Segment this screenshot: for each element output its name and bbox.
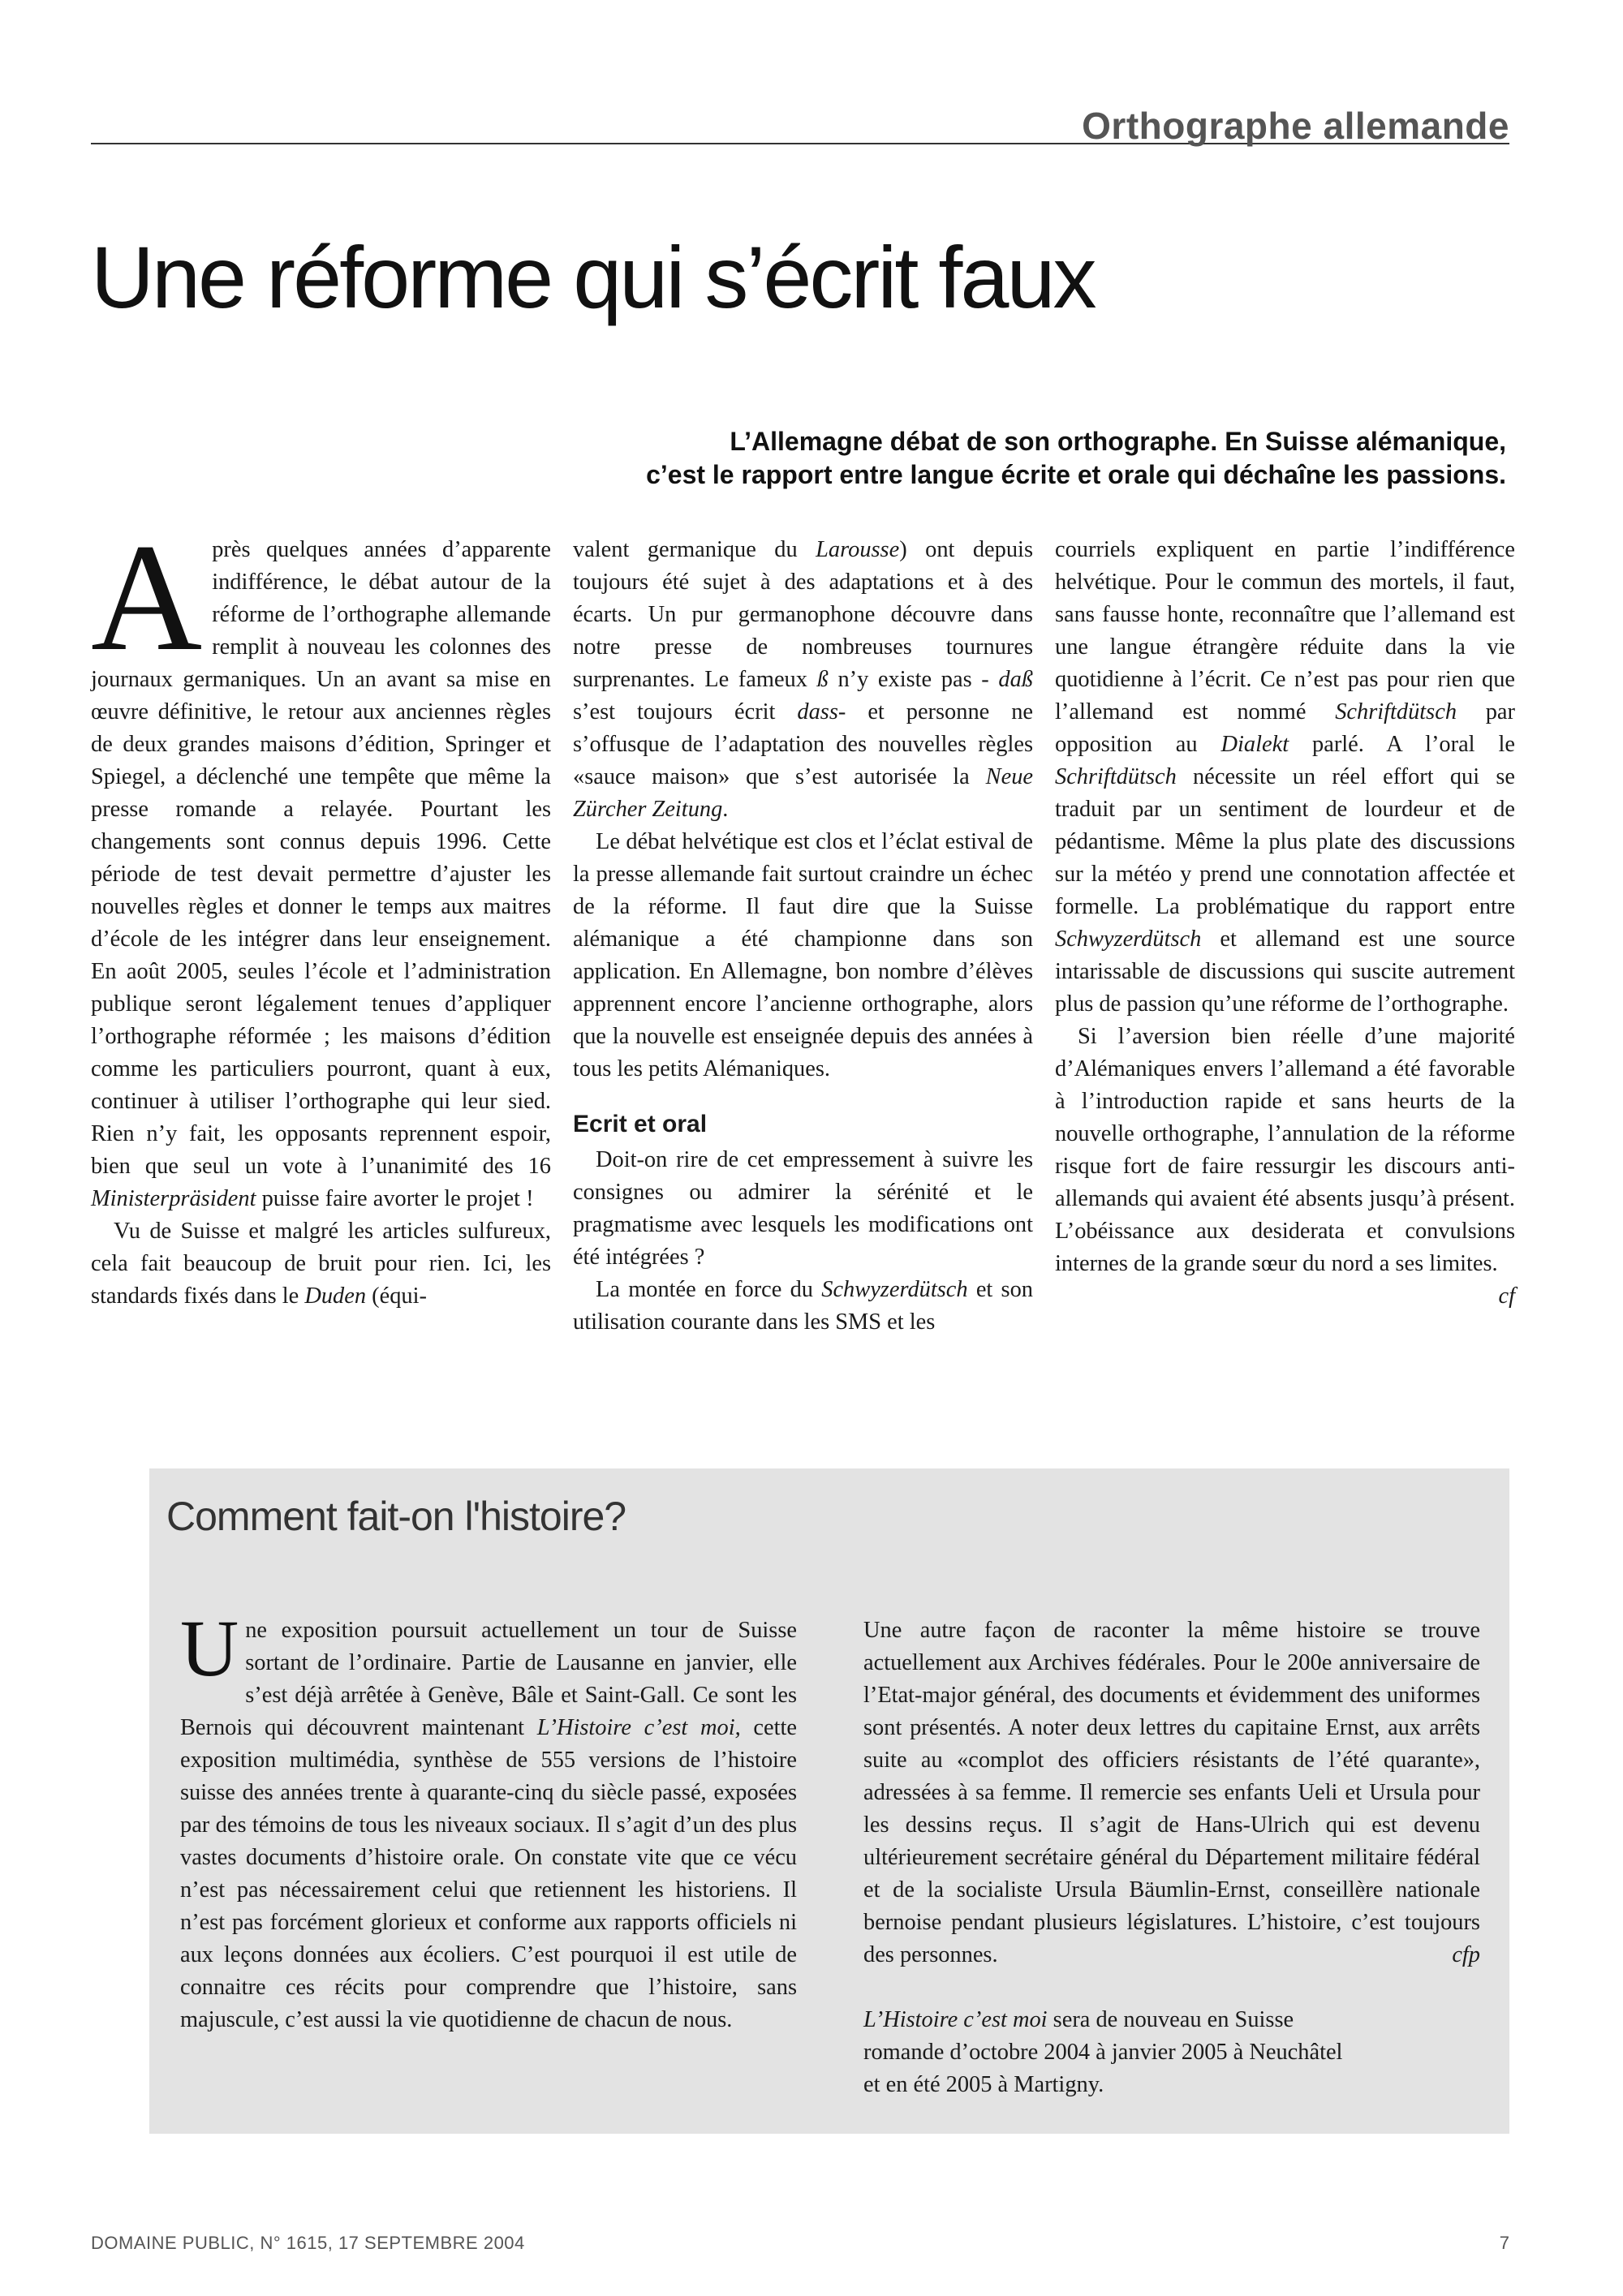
emphasis: Schriftdütsch [1335,699,1457,724]
section-rubric: Orthographe allemande [1082,105,1509,147]
box-column-1 [180,1603,798,2036]
exhibition-note [863,2004,1480,2101]
column-3-paragraph-2 [1055,1021,1515,1309]
text-run: sera de nouveau en Suisse [1047,2007,1294,2032]
text-run: n’y existe pas - [828,667,999,692]
text-run: s’est toujours écrit [573,699,798,724]
box-title: Comment fait-on l'histoire? [166,1494,626,1539]
text-run: courriels expliquent en partie l’indifférence helvétique. Pour le commun des mortels, il faut, sans fausse honte, reconnaître que l’allemand est une langue étrangère réduite dans la vie quotidienne à l’écrit. Ce n’est pas pour rien que l’allemand est nommé [1055,537,1515,724]
emphasis: L’Histoire c’est moi [863,2007,1048,2032]
article-column-3 [1055,534,1515,1313]
text-run: romande d’octobre 2004 à janvier 2005 à Neuchâtel [863,2040,1343,2065]
column-2-paragraph-2: Le débat helvétique est clos et l’éclat estival de la presse allemande fait surtout craindre un échec de la réforme. Il faut dire que la Suisse alémanique a été championne dans son application. En Allemagne, bon nombre d’élèves apprennent encore l’ancienne orthographe, alors que la nouvelle est enseignée depuis des années à tous les petits Alémaniques. [573,829,1033,1081]
column-2-paragraph-4 [573,1274,1033,1339]
footer-publication: DOMAINE PUBLIC, N° 1615, 17 SEPTEMBRE 2004 [91,2233,525,2253]
emphasis: Neue Zürcher Zeitung [573,764,1033,822]
column-3-paragraph-1 [1055,534,1515,1021]
lead-line-1: L’Allemagne débat de son orthographe. En Suisse alémanique, [730,427,1506,456]
text-run: et son utilisation courante dans les SMS et les [573,1277,1033,1335]
article-title: Une réforme qui s’écrit faux [91,228,1095,326]
column-2-paragraph-1 [573,534,1033,826]
text-run: La montée en force du [596,1277,822,1302]
article-column-1 [91,513,551,1313]
emphasis: Schriftdütsch [1055,764,1177,789]
text-run: et en été 2005 à Martigny. [863,2072,1104,2097]
article-lead [208,425,1506,492]
emphasis: L’Histoire c’est moi, [536,1715,741,1740]
box-column-2 [863,1615,1480,2101]
text-run: . [722,797,729,822]
text-run: Si l’aversion bien réelle d’une majorité d’Alémaniques envers l’allemand a été favorable à l’introduction rapide et sans heurts de la nouvelle orthographe, l’annulation de la réforme risque fort de faire ressurgir les discours anti-allemands qui avaient été absents jusqu’à présent. L’obéissance aux desiderata et convulsions internes de la grande sœur du nord a ses limites. [1055,1024,1515,1276]
text-run: puisse faire avorter le projet ! [256,1186,534,1211]
emphasis: Dialekt [1220,732,1289,757]
emphasis: Larousse [816,537,900,562]
column-2-paragraph-3: Doit-on rire de cet empressement à suivre les consignes ou admirer la sérénité et le pragmatisme avec lesquels les modifications ont été intégrées ? [573,1147,1033,1270]
column-1-paragraph-1 [91,513,551,1215]
emphasis: ß [816,667,829,692]
emphasis: Schwyzerdütsch [821,1277,968,1302]
box-paragraph-1 [180,1603,798,2036]
text-run: Vu de Suisse et malgré les articles sulfureux, cela fait beaucoup de bruit pour rien. Ici, les standards fixés dans le [91,1219,551,1309]
emphasis: Schwyzerdütsch [1055,927,1202,952]
text-run: nécessite un réel effort qui se traduit par un sentiment de lourdeur et de pédantisme. Même la plus plate des discussions sur la météo y prend une connotation affectée et formelle. La problématique du rapport entre [1055,764,1515,919]
emphasis: Ministerpräsident [91,1186,256,1211]
text-run: Une autre façon de raconter la même histoire se trouve actuellement aux Archives fédérales. Pour le 200e anniversaire de l’Etat-major général, des documents et évidemment des uniformes sont présentés. A noter deux lettres du capitaine Ernst, aux arrêts suite au «complot des officiers résistants de l’été quarante», adressées à sa femme. Il remercie ses enfants Ueli et Ursula pour les dessins reçus. Il s’agit de Hans-Ulrich qui est devenu ultérieurement secrétaire général du Département militaire fédéral et de la socialiste Ursula Bäumlin-Ernst, conseillère nationale bernoise pendant plusieurs législatures. L’histoire, c’est toujours des personnes. [863,1618,1480,1967]
emphasis: Duden [304,1283,367,1309]
drop-cap: A [91,513,203,683]
text-run: ) ont depuis toujours été sujet à des adaptations et à des écarts. Un pur germanophone découvre dans notre presse de nombreuses tournures surprenantes. Le fameux [573,537,1033,692]
text-run: et allemand est une source intarissable de discussions qui suscite autrement plus de passion qu’une réforme de l’orthographe. [1055,927,1515,1017]
column-1-paragraph-2 [91,1215,551,1313]
text-run: par opposition au [1055,699,1515,757]
lead-line-2: c’est le rapport entre langue écrite et orale qui déchaîne les passions. [646,460,1506,489]
text-run: - et personne ne s’offusque de l’adaptation des nouvelles règles «sauce maison» que s’est autorisée la [573,699,1033,789]
drop-cap: U [180,1603,239,1693]
box-paragraph-2 [863,1615,1480,1971]
text-run: près quelques années d’apparente indifférence, le débat autour de la réforme de l’orthographe allemande remplit à nouveau les colonnes des journaux germaniques. Un an avant sa mise en œuvre définitive, le retour aux anciennes règles de deux grandes maisons d’édition, Springer et Spiegel, a déclenché une tempête que même la presse romande a relayée. Pourtant les changements sont connus depuis 1996. Cette période de test devait permettre d’ajuster les nouvelles règles et donner le temps aux maitres d’école de les intégrer dans leur enseignement. En août 2005, seules l’école et l’administration publique seront légalement tenues d’appliquer l’orthographe réformée ; les maisons d’édition comme les particuliers pourront, quant à eux, continuer à utiliser l’orthographe qui leur sied. Rien n’y fait, les opposants reprennent espoir, bien que seul un vote à l’unanimité des 16 [91,537,551,1179]
emphasis: dass [797,699,838,724]
box-signature: cfp [1452,1942,1480,1967]
text-run: cette exposition multimédia, synthèse de 555 versions de l’histoire suisse des années trente à quarante-cinq du siècle passé, exposées par des témoins de tous les niveaux sociaux. Il s’agit d’un des plus vastes documents d’histoire orale. On constate vite que ce vécu n’est pas nécessairement celui que retiennent les historiens. Il n’est pas forcément glorieux et conforme aux rapports officiels ni aux leçons données aux écoliers. C’est pourquoi il est utile de connaitre ces récits pour comprendre que l’histoire, sans majuscule, c’est aussi la vie quotidienne de chacun de nous. [180,1715,798,2032]
emphasis: daß [998,667,1033,692]
subheading: Ecrit et oral [573,1111,708,1137]
text-run: valent germanique du [573,537,816,562]
article-column-2 [573,534,1033,1339]
text-run: ne exposition poursuit actuellement un tour de Suisse sortant de l’ordinaire. Partie de Lausanne en janvier, elle s’est déjà arrêtée à Genève, Bâle et Saint-Gall. Ce sont les Bernois qui découvrent maintenant [180,1618,797,1740]
text-run: parlé. A l’oral le [1289,732,1515,757]
author-signature: cf [1498,1283,1515,1309]
page-number: 7 [1499,2233,1509,2253]
text-run: (équi- [366,1283,427,1309]
